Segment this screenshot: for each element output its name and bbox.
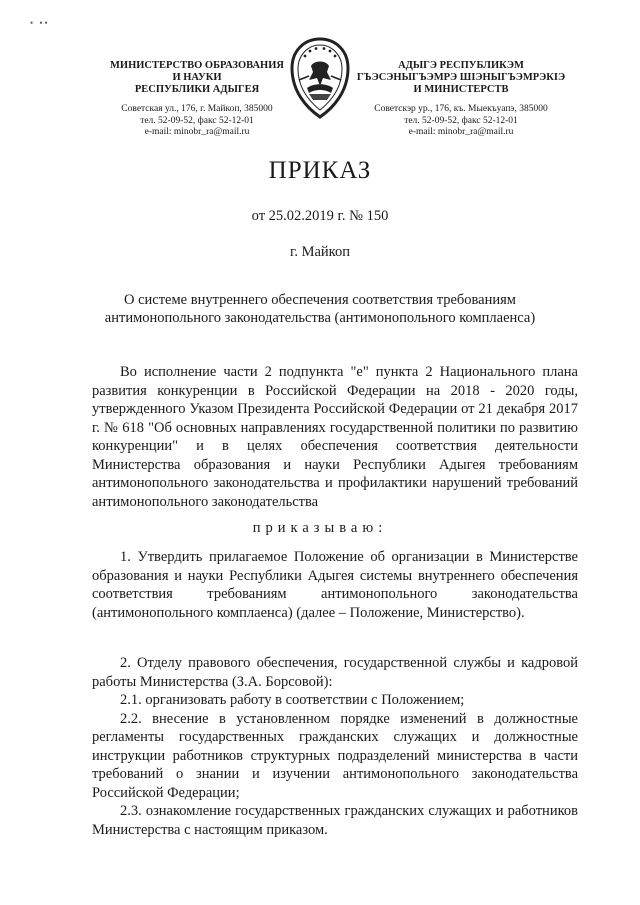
ministry-contacts-adyghe: Советскэр ур., 176, къ. Мыекъуапэ, 385000 тел. 52-09-52, факс 52-12-01 e-mail: minobr_ra@mail.ru: [374, 104, 548, 137]
preamble-paragraph: Во исполнение части 2 подпункта "е" пункта 2 Национального плана развития конкуренции в Российской Федерации на 2018 - 2020 годы, утвержденного Указом Президента Российской Федерации от 21 декабря 2017 г. № 618 "Об основных направлениях государственной политики по развитию конкуренции" и в целях обеспечения соответствия деятельности Министерства образования и науки Республики Адыгея требованиям антимонопольного законодательства и профилактики нарушений требований антимонопольного законодательства: [92, 364, 578, 510]
coat-of-arms-icon: [287, 36, 353, 120]
document-date-number: от 25.02.2019 г. № 150: [251, 208, 389, 224]
order-item-2-2: 2.2. внесение в установленном порядке изменений в должностные регламенты государственных гражданских служащих и должностные инструкции работников структурных подразделений министерства в части требований о знании и изучении антимонопольного законодательства Российской Федерации;: [92, 710, 578, 801]
letterhead-right: [356, 60, 566, 139]
order-item-2: 2. Отделу правового обеспечения, государственной службы и кадровой работы Министерства (З.А. Борсовой):: [92, 655, 578, 690]
decree-word: приказываю:: [252, 520, 388, 536]
letterhead: [0, 36, 640, 146]
ministry-contacts-russian: Советская ул., 176, г. Майкоп, 385000 тел. 52-09-52, факс 52-12-01 e-mail: minobr_ra@mail.ru: [121, 104, 273, 137]
corner-mark: • ••: [30, 18, 50, 28]
order-item-1: 1. Утвердить прилагаемое Положение об организации в Министерстве образования и науки Республики Адыгея системы внутреннего обеспечения соответствия требованиям антимонопольного законодательства (антимонопольного комплаенса) (далее – Положение, Министерство).: [92, 549, 578, 621]
document-subject: О системе внутреннего обеспечения соответствия требованиям антимонопольного законодательства (антимонопольного комплаенса): [104, 292, 536, 326]
ministry-name-adyghe: АДЫГЭ РЕСПУБЛИКЭМ ГЪЭСЭНЫГЪЭМРЭ ШIЭНЫГЪЭМРЭКIЭ И МИНИСТЕРСТВ: [356, 60, 566, 95]
document-city: г. Майкоп: [290, 244, 350, 260]
document-title: ПРИКАЗ: [268, 157, 372, 184]
letterhead-left: [92, 60, 302, 139]
ministry-name-russian: МИНИСТЕРСТВО ОБРАЗОВАНИЯ И НАУКИ РЕСПУБЛИКИ АДЫГЕЯ: [110, 60, 284, 95]
order-item-2-3: 2.3. ознакомление государственных гражданских служащих и работников Министерства с настоящим приказом.: [92, 803, 578, 838]
order-item-2-block: [92, 654, 578, 839]
order-item-2-1: 2.1. организовать работу в соответствии с Положением;: [120, 692, 465, 708]
